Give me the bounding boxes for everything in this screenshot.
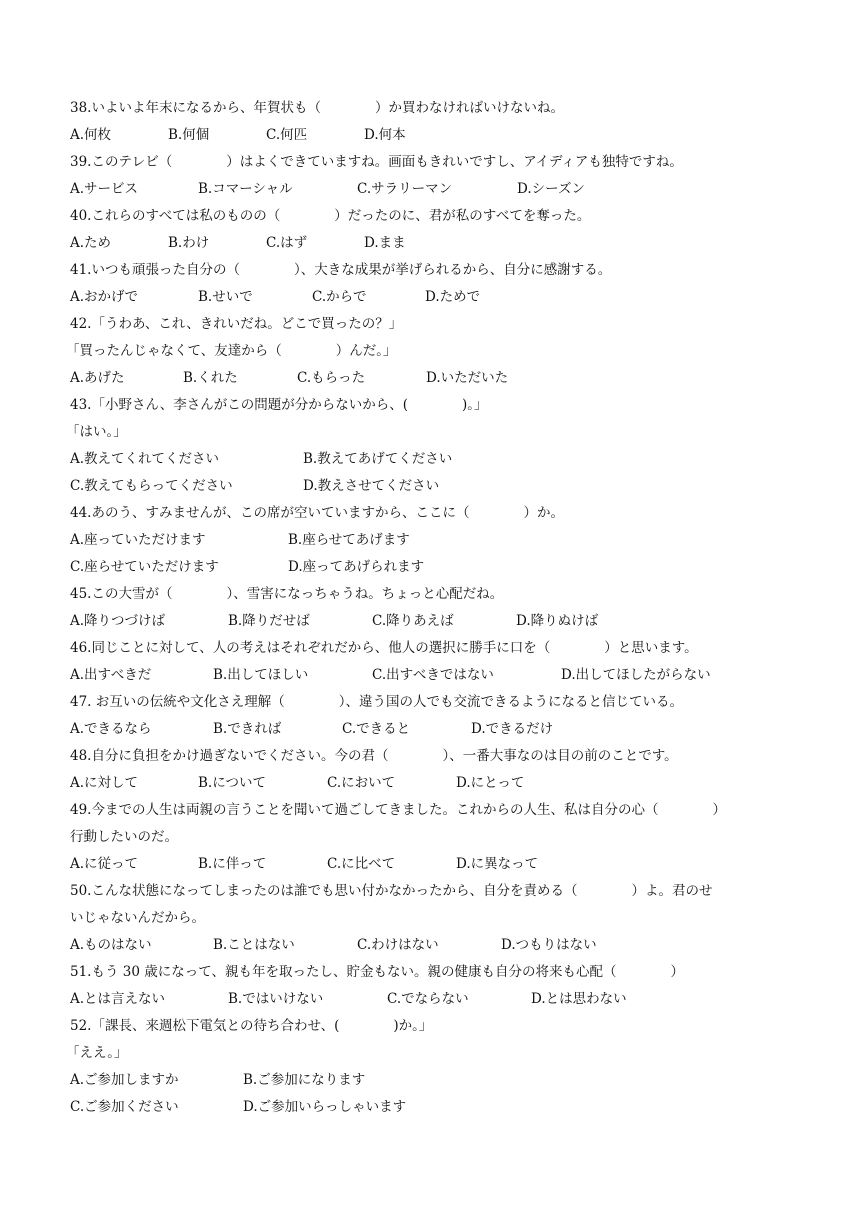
option-a: A.降りつづけば bbox=[70, 613, 166, 629]
option-d: D.にとって bbox=[456, 775, 525, 791]
option-a: A.おかげで bbox=[70, 289, 139, 305]
question-43-options bbox=[70, 450, 452, 468]
option-c: C.降りあえば bbox=[372, 613, 454, 629]
question-50-options bbox=[70, 936, 597, 954]
question-42-text-2: 「買ったんじゃなくて、友達から（ ）んだ。」 bbox=[66, 343, 397, 359]
option-b: B.について bbox=[198, 775, 266, 791]
option-d: D.出してほしたがらない bbox=[561, 667, 711, 683]
option-a: A.何枚 bbox=[70, 127, 112, 143]
option-c: C.何匹 bbox=[266, 127, 308, 143]
question-51-options bbox=[70, 990, 627, 1008]
option-d: D.できるだけ bbox=[471, 721, 554, 737]
question-43-options-2 bbox=[70, 477, 439, 495]
question-46-options bbox=[70, 666, 711, 684]
option-d: D.ご参加いらっしゃいます bbox=[243, 1099, 407, 1115]
question-49-text: 49.今までの人生は両親の言うことを聞いて過ごしてきました。これからの人生、私は自分の心（ ） bbox=[70, 802, 726, 818]
question-52-text: 52.「課長、来週松下電気との待ち合わせ、( )か。」 bbox=[70, 1018, 433, 1034]
option-a: A.ご参加しますか bbox=[70, 1072, 179, 1088]
question-47-options bbox=[70, 720, 553, 738]
option-d: D.いただいた bbox=[426, 370, 509, 386]
question-44-options bbox=[70, 531, 410, 549]
question-45-options bbox=[70, 612, 598, 630]
question-52-text-2: 「ええ。」 bbox=[66, 1045, 128, 1061]
option-d: D.ためで bbox=[425, 289, 481, 305]
option-c: C.サラリーマン bbox=[357, 181, 453, 197]
question-38-options bbox=[70, 126, 406, 144]
option-a: A.ものはない bbox=[70, 937, 152, 953]
question-43-text-2: 「はい。」 bbox=[66, 424, 127, 440]
option-c: C.はず bbox=[266, 235, 308, 251]
option-b: B.何個 bbox=[168, 127, 210, 143]
option-c: C.わけはない bbox=[357, 937, 439, 953]
option-a: A.教えてくれてください bbox=[70, 451, 220, 467]
option-d: D.座ってあげられます bbox=[288, 559, 425, 575]
question-39-options bbox=[70, 180, 585, 198]
question-41-options bbox=[70, 288, 480, 306]
option-b: B.座らせてあげます bbox=[288, 532, 410, 548]
option-d: D.教えさせてください bbox=[303, 478, 440, 494]
question-52-options bbox=[70, 1071, 365, 1089]
question-41-text: 41.いつも頑張った自分の（ ）、大きな成果が挙げられるから、自分に感謝する。 bbox=[70, 262, 612, 278]
question-38-text: 38.いよいよ年末になるから、年賀状も（ ）か買わなければいけないね。 bbox=[70, 100, 564, 116]
question-49-text-2: 行動したいのだ。 bbox=[70, 829, 178, 845]
question-48-options bbox=[70, 774, 524, 792]
question-51-text: 51.もう 30 歳になって、親も年を取ったし、貯金もない。親の健康も自分の将来も心配（ ） bbox=[70, 964, 684, 980]
option-c: C.座らせていただけます bbox=[70, 559, 219, 575]
question-46-text: 46.同じことに対して、人の考えはそれぞれだから、他人の選択に勝手に口を（ ）と思います。 bbox=[70, 640, 698, 656]
option-b: B.出してほしい bbox=[213, 667, 309, 683]
question-50-text-2: いじゃないんだから。 bbox=[70, 910, 205, 926]
option-b: B.ご参加になります bbox=[243, 1072, 366, 1088]
question-43-text: 43.「小野さん、李さんがこの問題が分からないから、( )。」 bbox=[70, 397, 488, 413]
option-c: C.できると bbox=[342, 721, 411, 737]
option-c: C.ご参加ください bbox=[70, 1099, 179, 1115]
question-47-text: 47. お互いの伝統や文化さえ理解（ ）、違う国の人でも交流できるようになると信じている。 bbox=[70, 694, 684, 710]
option-d: D.とは思わない bbox=[531, 991, 627, 1007]
question-42-options bbox=[70, 369, 508, 387]
option-c: C.出すべきではない bbox=[372, 667, 494, 683]
question-52-options-2 bbox=[70, 1098, 406, 1116]
option-a: A.に従って bbox=[70, 856, 139, 872]
option-a: A.あげた bbox=[70, 370, 125, 386]
option-a: A.に対して bbox=[70, 775, 139, 791]
question-48-text: 48.自分に負担をかけ過ぎないでください。今の君（ ）、一番大事なのは目の前のことです。 bbox=[70, 748, 678, 764]
option-d: D.何本 bbox=[364, 127, 406, 143]
option-b: B.くれた bbox=[183, 370, 238, 386]
option-b: B.教えてあげてください bbox=[303, 451, 453, 467]
question-40-options bbox=[70, 234, 406, 252]
question-39-text: 39.このテレビ（ ）はよくできていますね。画面もきれいですし、アイディアも独特ですね。 bbox=[70, 154, 683, 170]
question-50-text: 50.こんな状態になってしまったのは誰でも思い付かなかったから、自分を責める（ ）よ。君のせ bbox=[70, 883, 713, 899]
option-c: C.でならない bbox=[387, 991, 469, 1007]
option-d: D.シーズン bbox=[517, 181, 585, 197]
question-42-text: 42.「うわあ、これ、きれいだね。どこで買ったの？」 bbox=[70, 316, 403, 332]
option-b: B.に伴って bbox=[198, 856, 267, 872]
option-a: A.できるなら bbox=[70, 721, 152, 737]
option-b: B.降りだせば bbox=[228, 613, 310, 629]
option-c: C.に比べて bbox=[327, 856, 396, 872]
option-a: A.サービス bbox=[70, 181, 139, 197]
option-a: A.ため bbox=[70, 235, 112, 251]
question-45-text: 45.この大雪が（ ）、雪害になっちゃうね。ちょっと心配だね。 bbox=[70, 586, 504, 602]
option-c: C.からで bbox=[312, 289, 367, 305]
question-40-text: 40.これらのすべては私のものの（ ）だったのに、君が私のすべてを奪った。 bbox=[70, 208, 591, 224]
option-d: D.まま bbox=[364, 235, 406, 251]
question-44-options-2 bbox=[70, 558, 424, 576]
option-b: B.ではいけない bbox=[228, 991, 324, 1007]
option-c: C.において bbox=[327, 775, 396, 791]
option-a: A.出すべきだ bbox=[70, 667, 152, 683]
option-b: B.できれば bbox=[213, 721, 282, 737]
option-b: B.わけ bbox=[168, 235, 210, 251]
question-49-options bbox=[70, 855, 538, 873]
option-b: B.せいで bbox=[198, 289, 253, 305]
question-44-text: 44.あのう、すみませんが、この席が空いていますから、ここに（ ）か。 bbox=[70, 505, 564, 521]
option-a: A.座っていただけます bbox=[70, 532, 206, 548]
option-b: B.コマーシャル bbox=[198, 181, 293, 197]
option-c: C.もらった bbox=[297, 370, 366, 386]
option-d: D.降りぬけば bbox=[516, 613, 599, 629]
option-c: C.教えてもらってください bbox=[70, 478, 233, 494]
option-d: D.つもりはない bbox=[501, 937, 597, 953]
option-d: D.に異なって bbox=[456, 856, 539, 872]
option-b: B.ことはない bbox=[213, 937, 295, 953]
option-a: A.とは言えない bbox=[70, 991, 166, 1007]
